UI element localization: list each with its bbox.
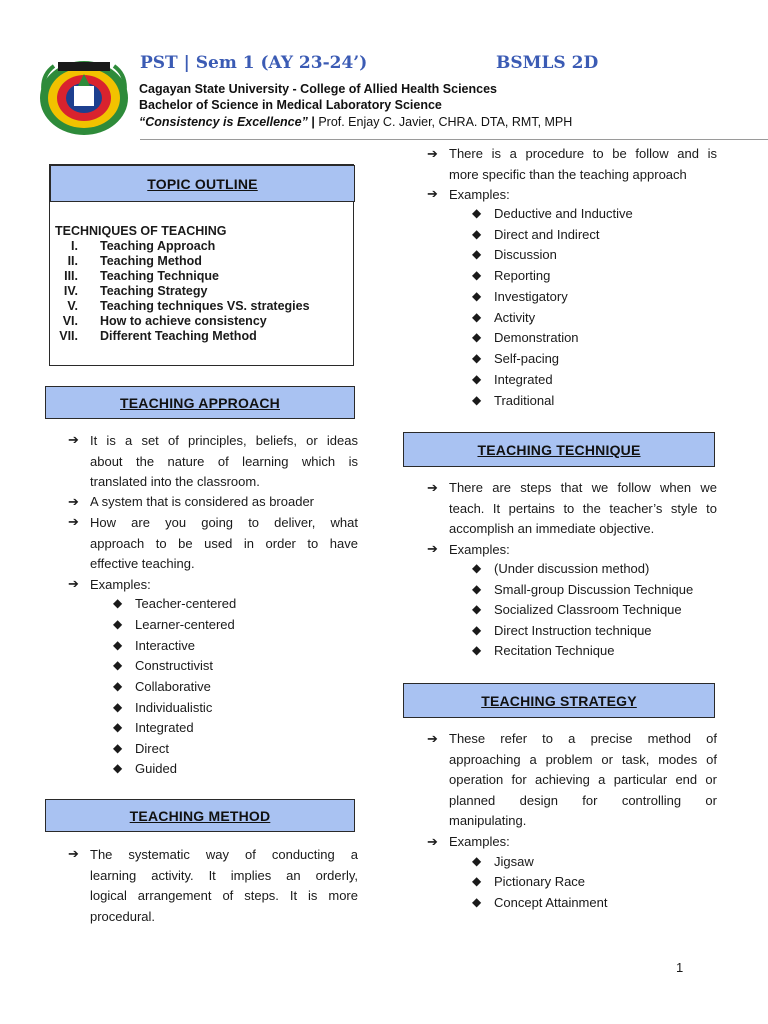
diamond-bullet-icon: ◆ (472, 602, 482, 616)
diamond-bullet-icon: ◆ (472, 310, 482, 324)
arrow-icon: ➔ (427, 834, 438, 849)
arrow-icon: ➔ (427, 186, 438, 201)
page-number: 1 (676, 960, 684, 975)
teaching-technique-heading: TEACHING TECHNIQUE (403, 432, 715, 467)
program-name: Bachelor of Science in Medical Laboratory Science (139, 98, 442, 112)
approach-examples-label: Examples: (90, 577, 151, 592)
university-seal-icon (38, 56, 130, 136)
diamond-bullet-icon: ◆ (472, 206, 482, 220)
arrow-icon: ➔ (427, 541, 438, 556)
diamond-bullet-icon: ◆ (472, 561, 482, 575)
professor: Prof. Enjay C. Javier, CHRA. DTA, RMT, MPH (318, 115, 573, 129)
topic-outline-heading: TOPIC OUTLINE (50, 165, 355, 202)
approach-delivery: How are you going to deliver, what approach to be used in order to have effective teaching. (90, 515, 358, 571)
diamond-bullet-icon: ◆ (472, 289, 482, 303)
diamond-bullet-icon: ◆ (113, 638, 123, 652)
university-name: Cagayan State University - College of Allied Health Sciences (139, 82, 497, 96)
arrow-icon: ➔ (68, 576, 79, 591)
diamond-bullet-icon: ◆ (472, 874, 482, 888)
diamond-bullet-icon: ◆ (113, 720, 123, 734)
teaching-approach-heading: TEACHING APPROACH (45, 386, 355, 419)
diamond-bullet-icon: ◆ (113, 679, 123, 693)
diamond-bullet-icon: ◆ (472, 582, 482, 596)
diamond-bullet-icon: ◆ (472, 895, 482, 909)
approach-definition: It is a set of principles, beliefs, or ideas about the nature of learning which is translated into the classroom. (90, 433, 358, 489)
method-examples-label: Examples: (449, 187, 510, 202)
motto-line (139, 115, 572, 129)
course-label: PST | Sem 1 (AY 23-24’) (140, 53, 368, 73)
strategy-definition: These refer to a precise method of approaching a problem or task, modes of operation for achieving a particular end or planned design for controlling or manipulating. (449, 731, 717, 828)
diamond-bullet-icon: ◆ (113, 658, 123, 672)
arrow-icon: ➔ (68, 846, 79, 861)
diamond-bullet-icon: ◆ (472, 372, 482, 386)
diamond-bullet-icon: ◆ (472, 643, 482, 657)
arrow-icon: ➔ (427, 480, 438, 495)
diamond-bullet-icon: ◆ (472, 393, 482, 407)
teaching-method-heading: TEACHING METHOD (45, 799, 355, 832)
header-divider (140, 139, 768, 140)
diamond-bullet-icon: ◆ (472, 268, 482, 282)
diamond-bullet-icon: ◆ (113, 596, 123, 610)
diamond-bullet-icon: ◆ (472, 247, 482, 261)
diamond-bullet-icon: ◆ (472, 623, 482, 637)
separator: | (311, 115, 315, 129)
motto: “Consistency is Excellence” (139, 115, 308, 129)
diamond-bullet-icon: ◆ (472, 330, 482, 344)
technique-examples-label: Examples: (449, 542, 510, 557)
method-procedure: There is a procedure to be follow and is more specific than the teaching approach (449, 146, 717, 182)
diamond-bullet-icon: ◆ (113, 700, 123, 714)
teaching-strategy-heading: TEACHING STRATEGY (403, 683, 715, 718)
diamond-bullet-icon: ◆ (113, 741, 123, 755)
diamond-bullet-icon: ◆ (113, 617, 123, 631)
strategy-examples-label: Examples: (449, 834, 510, 849)
diamond-bullet-icon: ◆ (472, 854, 482, 868)
arrow-icon: ➔ (427, 731, 438, 746)
section-label: BSMLS 2D (496, 53, 599, 73)
approach-broader: A system that is considered as broader (90, 494, 315, 509)
arrow-icon: ➔ (68, 432, 79, 447)
arrow-icon: ➔ (68, 494, 79, 509)
diamond-bullet-icon: ◆ (113, 761, 123, 775)
technique-definition: There are steps that we follow when we teach. It pertains to the teacher’s style to accomplish an immediate objective. (449, 480, 717, 536)
diamond-bullet-icon: ◆ (472, 351, 482, 365)
diamond-bullet-icon: ◆ (472, 227, 482, 241)
arrow-icon: ➔ (68, 514, 79, 529)
arrow-icon: ➔ (427, 146, 438, 161)
outline-title: TECHNIQUES OF TEACHING (55, 224, 227, 238)
method-definition: The systematic way of conducting a learning activity. It implies an orderly, logical arrangement of steps. It is more procedural. (90, 847, 358, 924)
